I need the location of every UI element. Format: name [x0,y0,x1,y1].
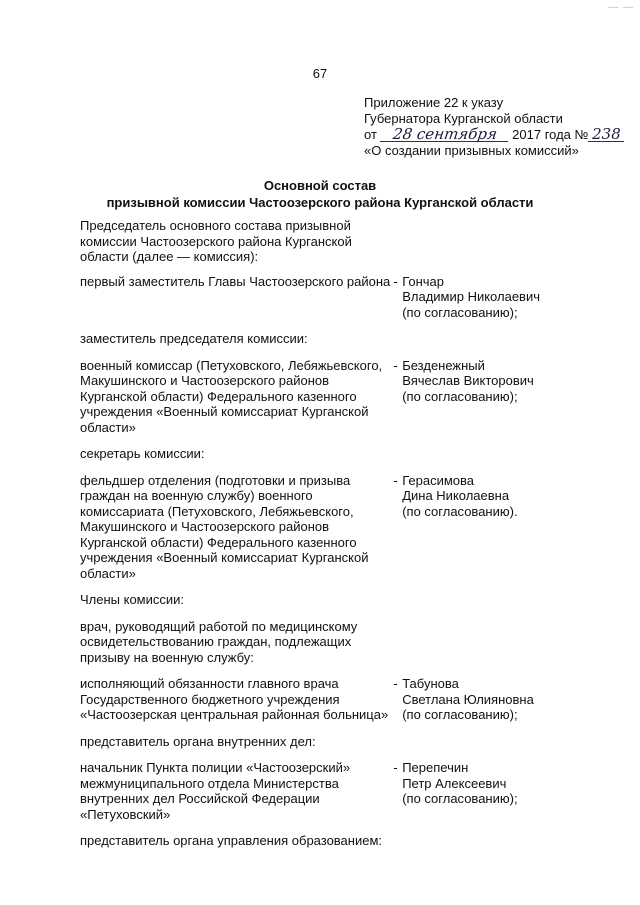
member-position: первый заместитель Главы Частоозерского района [80,273,391,289]
member-name: Светлана Юлияновна [402,691,534,707]
member-person [402,676,550,723]
member-surname: Безденежный [402,357,485,373]
title-line-1: Основной состав [263,178,377,193]
section-heading: секретарь комиссии: [80,446,205,461]
appendix-line-2: Губернатора Курганской области [364,111,563,126]
member-person [402,274,550,321]
commission-roster [80,218,550,849]
member-row [80,473,550,582]
corner-mark: — — [608,2,634,13]
member-row [80,358,550,436]
member-position: военный комиссар (Петуховского, Лебяжьевского, Макушинского и Частоозерского районов Курганской области) Федерального казенного учреждения «Военный комиссариат Курганской области» [80,357,383,435]
member-name: Вячеслав Викторович [402,373,534,388]
member-note: (по согласованию); [402,791,518,806]
member-dash: - [393,273,398,289]
member-surname: Табунова [402,676,459,691]
member-note: (по согласованию); [402,388,518,404]
handwritten-date: 28 сентября [379,127,509,142]
member-surname: Гончар [402,273,445,289]
member-dash: - [393,760,398,775]
appendix-date-line [364,127,624,143]
member-name: Петр Алексеевич [402,775,507,791]
member-person [402,760,550,822]
member-dash: - [393,676,398,691]
member-row [80,676,550,723]
member-row [80,274,550,321]
section-heading: заместитель председателя комиссии: [80,331,308,346]
member-surname: Герасимова [402,472,474,488]
section-heading: Члены комиссии: [80,592,185,607]
date-prefix: от [364,127,377,142]
member-name: Дина Николаевна [402,488,510,503]
member-note: (по согласованию); [402,304,518,320]
member-note: (по согласованию); [402,707,518,722]
date-suffix: 2017 года № [512,127,589,142]
handwritten-number: 238 [588,127,624,142]
member-name: Владимир Николаевич [402,289,540,304]
section-heading: представитель органа управления образованием: [80,833,383,848]
section-heading: врач, руководящий работой по медицинскому освидетельствованию граждан, подлежащих призыву на военную службу: [80,618,358,665]
member-person [402,473,550,582]
roster-intro: Председатель основного состава призывной комиссии Частоозерского района Курганской области (далее — комиссия): [80,218,352,264]
section-heading: представитель органа внутренних дел: [80,733,316,749]
document-title [0,177,640,211]
title-line-2: призывной комиссии Частоозерского района Курганской области [106,195,534,210]
page-number: 67 [312,66,328,81]
member-person [402,358,550,436]
appendix-line-4: «О создании призывных комиссий» [364,143,579,158]
member-surname: Перепечин [402,760,469,775]
member-dash: - [393,357,398,373]
appendix-line-1: Приложение 22 к указу [364,95,504,110]
member-row [80,760,550,822]
member-dash: - [393,472,398,488]
member-position: фельдшер отделения (подготовки и призыва граждан на военную службу) военного комиссариата (Петуховского, Лебяжьевского, Макушинского и Частоозерского районов Курганской области) Федерального казенного учреждения «Военный комиссариат Курганской области» [80,472,369,581]
member-position: начальник Пункта полиции «Частоозерский» межмуниципального отдела Министерства внутренних дел Российской Федерации «Петуховский» [80,760,351,822]
member-note: (по согласованию). [402,503,518,519]
member-position: исполняющий обязанности главного врача Государственного бюджетного учреждения «Частоозерская центральная районная больница» [80,676,389,722]
appendix-header [364,95,624,159]
